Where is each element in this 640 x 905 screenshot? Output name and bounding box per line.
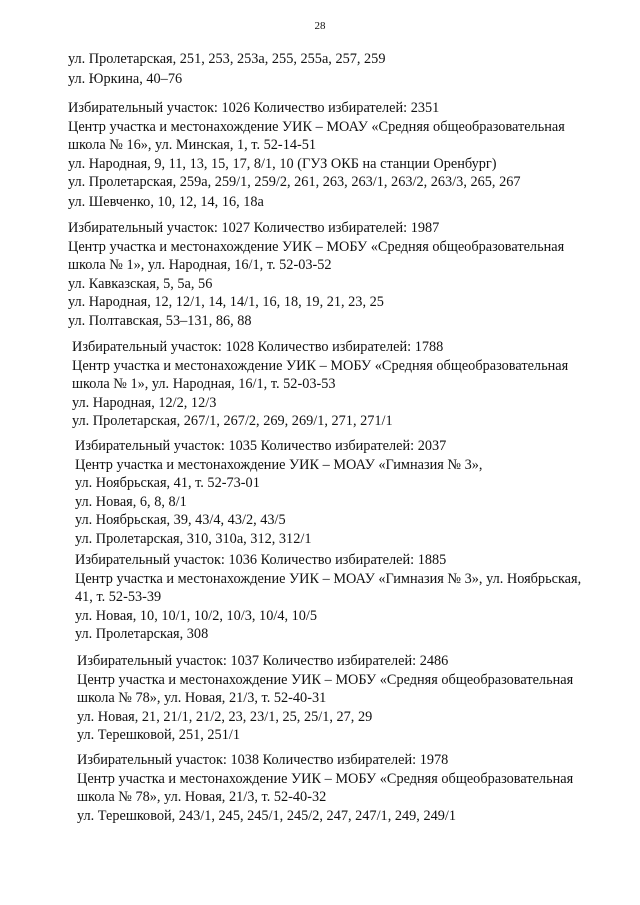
polling-center-line: Центр участка и местонахождение УИК – МОБУ «Средняя общеобразовательная — [77, 771, 574, 787]
address-line: ул. Полтавская, 53–131, 86, 88 — [68, 313, 252, 329]
intro-address-line: ул. Пролетарская, 251, 253, 253а, 255, 255а, 257, 259 — [68, 51, 386, 67]
address-line: 41, т. 52-53-39 — [75, 589, 162, 605]
precinct-header: Избирательный участок: 1026 Количество избирателей: 2351 — [68, 100, 440, 116]
address-line: ул. Ноябрьская, 39, 43/4, 43/2, 43/5 — [75, 512, 286, 528]
address-line: ул. Новая, 10, 10/1, 10/2, 10/3, 10/4, 10/5 — [75, 608, 318, 624]
address-line: ул. Ноябрьская, 41, т. 52-73-01 — [75, 475, 260, 491]
address-line: ул. Пролетарская, 310, 310а, 312, 312/1 — [75, 531, 312, 547]
polling-center-line: Центр участка и местонахождение УИК – МОАУ «Гимназия № 3», ул. Ноябрьская, — [75, 571, 582, 587]
precinct-header: Избирательный участок: 1035 Количество избирателей: 2037 — [75, 438, 447, 454]
address-line: ул. Народная, 9, 11, 13, 15, 17, 8/1, 10 (ГУЗ ОКБ на станции Оренбург) — [68, 156, 497, 172]
polling-center-line: Центр участка и местонахождение УИК – МОБУ «Средняя общеобразовательная — [77, 672, 574, 688]
precinct-header: Избирательный участок: 1037 Количество избирателей: 2486 — [77, 653, 449, 669]
address-line: школа № 16», ул. Минская, 1, т. 52-14-51 — [68, 137, 317, 153]
address-line: ул. Пролетарская, 308 — [75, 626, 209, 642]
polling-center-line: Центр участка и местонахождение УИК – МОБУ «Средняя общеобразовательная — [72, 358, 569, 374]
address-line: ул. Кавказская, 5, 5а, 56 — [68, 276, 213, 292]
address-line: ул. Народная, 12/2, 12/3 — [72, 395, 217, 411]
precinct-header: Избирательный участок: 1038 Количество избирателей: 1978 — [77, 752, 449, 768]
polling-center-line: Центр участка и местонахождение УИК – МОБУ «Средняя общеобразовательная — [68, 239, 565, 255]
address-line: школа № 78», ул. Новая, 21/3, т. 52-40-31 — [77, 690, 327, 706]
address-line: ул. Шевченко, 10, 12, 14, 16, 18а — [68, 194, 264, 210]
address-line: школа № 78», ул. Новая, 21/3, т. 52-40-32 — [77, 789, 327, 805]
address-line: ул. Новая, 21, 21/1, 21/2, 23, 23/1, 25, 25/1, 27, 29 — [77, 709, 373, 725]
address-line: ул. Терешковой, 243/1, 245, 245/1, 245/2, 247, 247/1, 249, 249/1 — [77, 808, 457, 824]
polling-center-line: Центр участка и местонахождение УИК – МОАУ «Средняя общеобразовательная — [68, 119, 565, 135]
precinct-header: Избирательный участок: 1028 Количество избирателей: 1788 — [72, 339, 444, 355]
address-line: ул. Пролетарская, 267/1, 267/2, 269, 269/1, 271, 271/1 — [72, 413, 393, 429]
address-line: ул. Народная, 12, 12/1, 14, 14/1, 16, 18, 19, 21, 23, 25 — [68, 294, 384, 310]
precinct-header: Избирательный участок: 1027 Количество избирателей: 1987 — [68, 220, 440, 236]
page-number: 28 — [314, 20, 326, 32]
address-line: ул. Пролетарская, 259а, 259/1, 259/2, 261, 263, 263/1, 263/2, 263/3, 265, 267 — [68, 174, 521, 190]
address-line: школа № 1», ул. Народная, 16/1, т. 52-03-53 — [72, 376, 336, 392]
intro-address-line: ул. Юркина, 40–76 — [68, 71, 183, 87]
precinct-header: Избирательный участок: 1036 Количество избирателей: 1885 — [75, 552, 447, 568]
address-line: ул. Новая, 6, 8, 8/1 — [75, 494, 187, 510]
address-line: школа № 1», ул. Народная, 16/1, т. 52-03-52 — [68, 257, 332, 273]
address-line: ул. Терешковой, 251, 251/1 — [77, 727, 240, 743]
polling-center-line: Центр участка и местонахождение УИК – МОАУ «Гимназия № 3», — [75, 457, 483, 473]
